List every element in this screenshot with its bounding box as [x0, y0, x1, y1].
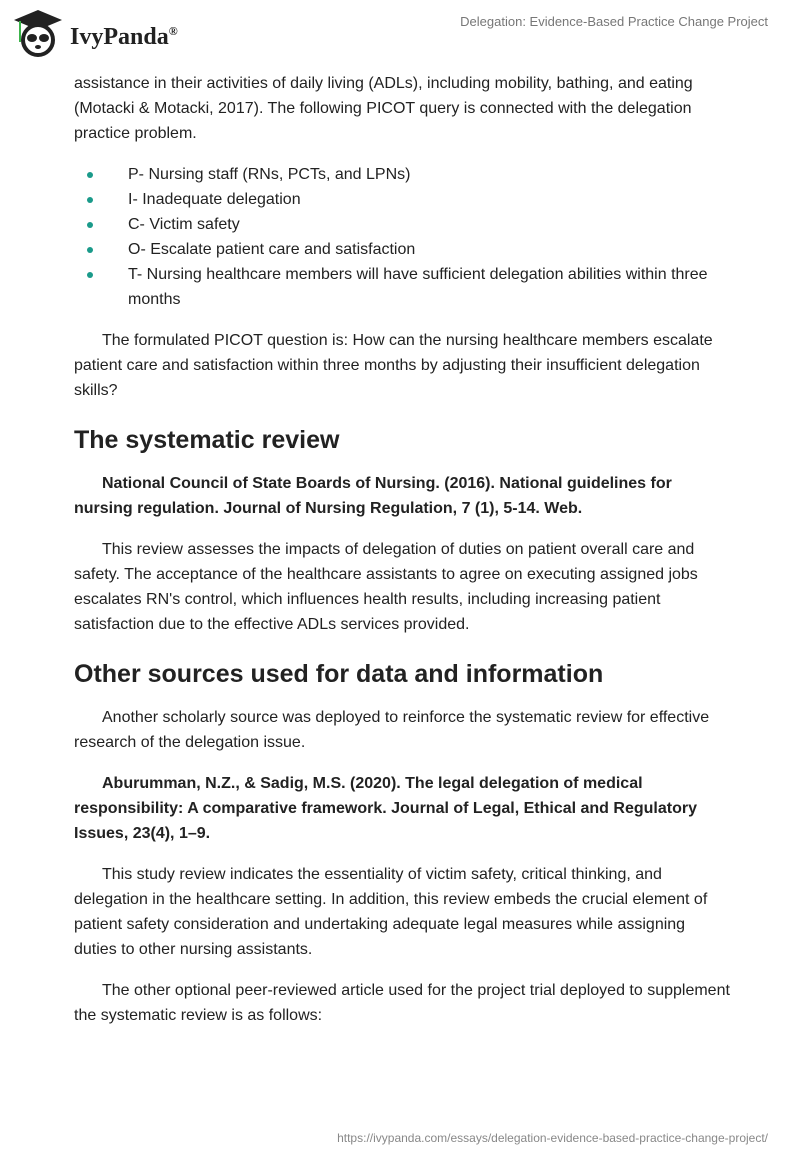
ivypanda-logo[interactable] [12, 8, 178, 58]
paragraph: The other optional peer-reviewed article used for the project trial deployed to supplement the systematic review is as follows: [74, 982, 730, 1024]
panda-graduate-icon [12, 8, 64, 58]
list-item: O- Escalate patient care and satisfaction [74, 237, 730, 262]
list-item: T- Nursing healthcare members will have sufficient delegation abilities within three months [74, 262, 730, 312]
list-item: C- Victim safety [74, 212, 730, 237]
bullet-icon [87, 197, 93, 203]
picot-list [74, 162, 730, 312]
section-heading: The systematic review [74, 426, 340, 454]
paragraph: This study review indicates the essentiality of victim safety, critical thinking, and delegation in the healthcare setting. In addition, this review embeds the crucial element of patient safety consideration and undertaking adequate legal measures while assigning duties to other nursing assistants. [74, 866, 708, 958]
article-body [74, 71, 730, 1044]
list-item: I- Inadequate delegation [74, 187, 730, 212]
logo-text: IvyPanda [70, 23, 169, 50]
section-heading: Other sources used for data and information [74, 660, 604, 688]
intro-paragraph: assistance in their activities of daily living (ADLs), including mobility, bathing, and eating (Motacki & Motacki, 2017). The following PICOT query is connected with the delegation practice problem. [74, 75, 693, 142]
list-item: P- Nursing staff (RNs, PCTs, and LPNs) [74, 162, 730, 187]
bullet-icon [87, 222, 93, 228]
paragraph: Another scholarly source was deployed to reinforce the systematic review for effective research of the delegation issue. [74, 709, 710, 751]
bullet-icon [87, 272, 93, 278]
reference: Aburumman, N.Z., & Sadig, M.S. (2020). The legal delegation of medical responsibility: A comparative framework. Journal of Legal, Ethical and Regulatory Issues, 23(4), 1–9. [74, 775, 697, 842]
document-title: Delegation: Evidence-Based Practice Change Project [460, 14, 768, 29]
reference: National Council of State Boards of Nursing. (2016). National guidelines for nursing regulation. Journal of Nursing Regulation, 7 (1), 5-14. Web. [74, 475, 672, 517]
registered-mark: ® [168, 23, 178, 38]
bullet-icon [87, 172, 93, 178]
picot-question: The formulated PICOT question is: How can the nursing healthcare members escalate patient care and satisfaction within three months by adjusting their insufficient delegation skills? [74, 332, 713, 399]
source-url[interactable]: https://ivypanda.com/essays/delegation-evidence-based-practice-change-project/ [337, 1131, 768, 1145]
bullet-icon [87, 247, 93, 253]
paragraph: This review assesses the impacts of delegation of duties on patient overall care and safety. The acceptance of the healthcare assistants to agree on executing assigned jobs escalates RN's control, which influences health results, including increasing patient satisfaction due to the effective ADLs services provided. [74, 541, 698, 633]
